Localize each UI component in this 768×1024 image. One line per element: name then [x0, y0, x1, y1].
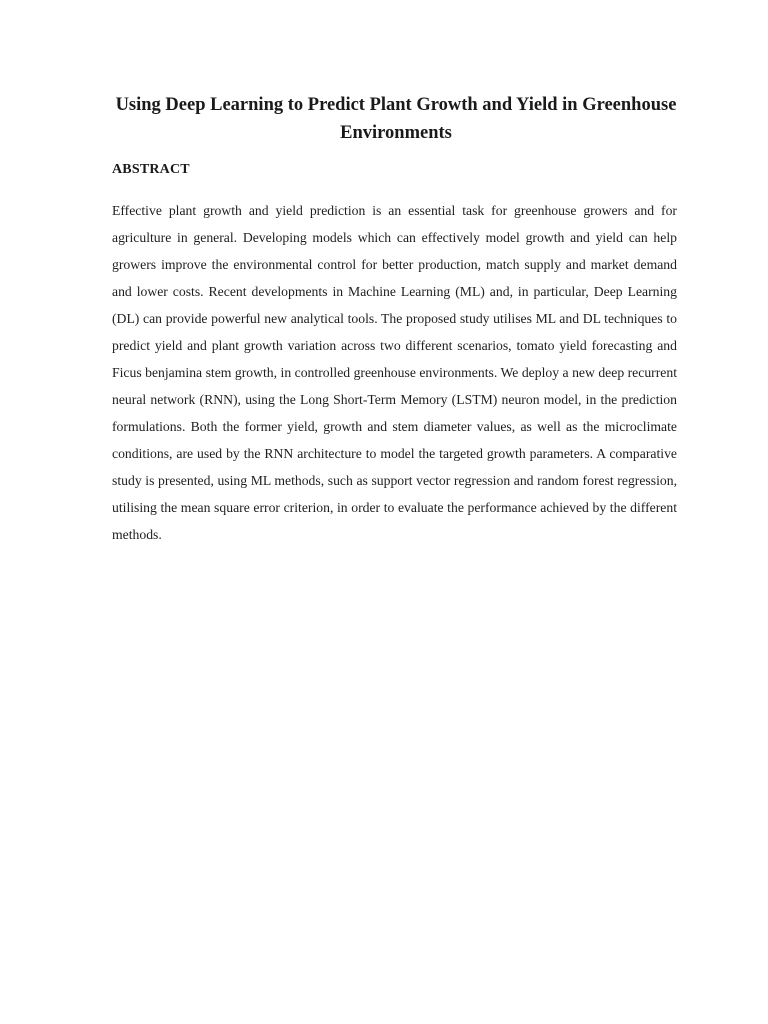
abstract-heading: ABSTRACT — [112, 162, 190, 177]
paper-title: Using Deep Learning to Predict Plant Growth and Yield in Greenhouse Environments — [115, 95, 677, 143]
abstract-paragraph: Effective plant growth and yield prediction is an essential task for greenhouse growers and for agriculture in general. Developing models which can effectively model growth and yield can help growers improve the environmental control for better production, match supply and market demand and lower costs. Recent developments in Machine Learning (ML) and, in particular, Deep Learning (DL) can provide powerful new analytical tools. The proposed study utilises ML and DL techniques to predict yield and plant growth variation across two different scenarios, tomato yield forecasting and Ficus benjamina stem growth, in controlled greenhouse environments. We deploy a new deep recurrent neural network (RNN), using the Long Short-Term Memory (LSTM) neuron model, in the prediction formulations. Both the former yield, growth and stem diameter values, as well as the microclimate conditions, are used by the RNN architecture to model the targeted growth parameters. A comparative study is presented, using ML methods, such as support vector regression and random forest regression, utilising the mean square error criterion, in order to evaluate the performance achieved by the different methods. — [112, 203, 677, 542]
